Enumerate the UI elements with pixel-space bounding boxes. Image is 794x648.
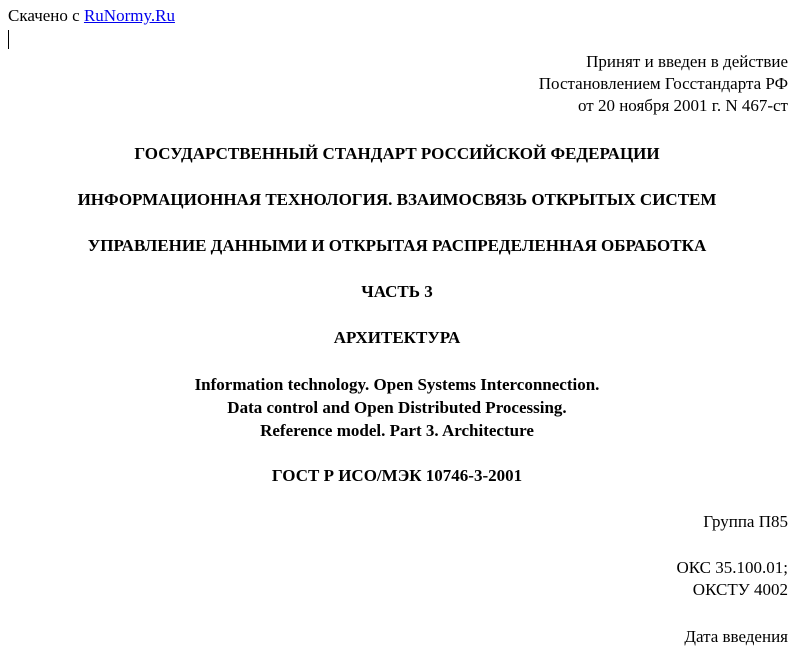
adoption-block (539, 51, 788, 117)
classification-codes (676, 557, 788, 601)
english-title-line-1: Information technology. Open Systems Interconnection. (194, 375, 600, 394)
title-line-2: УПРАВЛЕНИЕ ДАННЫМИ И ОТКРЫТАЯ РАСПРЕДЕЛЕННАЯ ОБРАБОТКА (87, 236, 707, 255)
adoption-line-3: от 20 ноября 2001 г. N 467-ст (578, 96, 788, 115)
english-title (0, 373, 794, 442)
part-title: ЧАСТЬ 3 (361, 282, 433, 301)
source-prefix: Скачено с (8, 6, 80, 25)
source-line (8, 6, 175, 26)
adoption-line-2: Постановлением Госстандарта РФ (538, 74, 788, 93)
runormy-link[interactable]: RuNormy.Ru (83, 6, 175, 25)
english-title-line-2: Data control and Open Distributed Processing. (227, 398, 567, 417)
subject-title: АРХИТЕКТУРА (333, 328, 461, 347)
group-code: Группа П85 (703, 512, 788, 531)
intro-date-label: Дата введения (684, 627, 788, 646)
english-title-line-3: Reference model. Part 3. Architecture (260, 421, 534, 440)
text-caret (8, 30, 9, 49)
gost-designation: ГОСТ Р ИСО/МЭК 10746-3-2001 (271, 466, 523, 485)
okstu-code: ОКСТУ 4002 (692, 580, 788, 599)
title-line-1: ИНФОРМАЦИОННАЯ ТЕХНОЛОГИЯ. ВЗАИМОСВЯЗЬ ОТКРЫТЫХ СИСТЕМ (77, 190, 717, 209)
oks-code: ОКС 35.100.01; (676, 558, 788, 577)
adoption-line-1: Принят и введен в действие (586, 52, 788, 71)
standard-title: ГОСУДАРСТВЕННЫЙ СТАНДАРТ РОССИЙСКОЙ ФЕДЕРАЦИИ (134, 144, 660, 163)
